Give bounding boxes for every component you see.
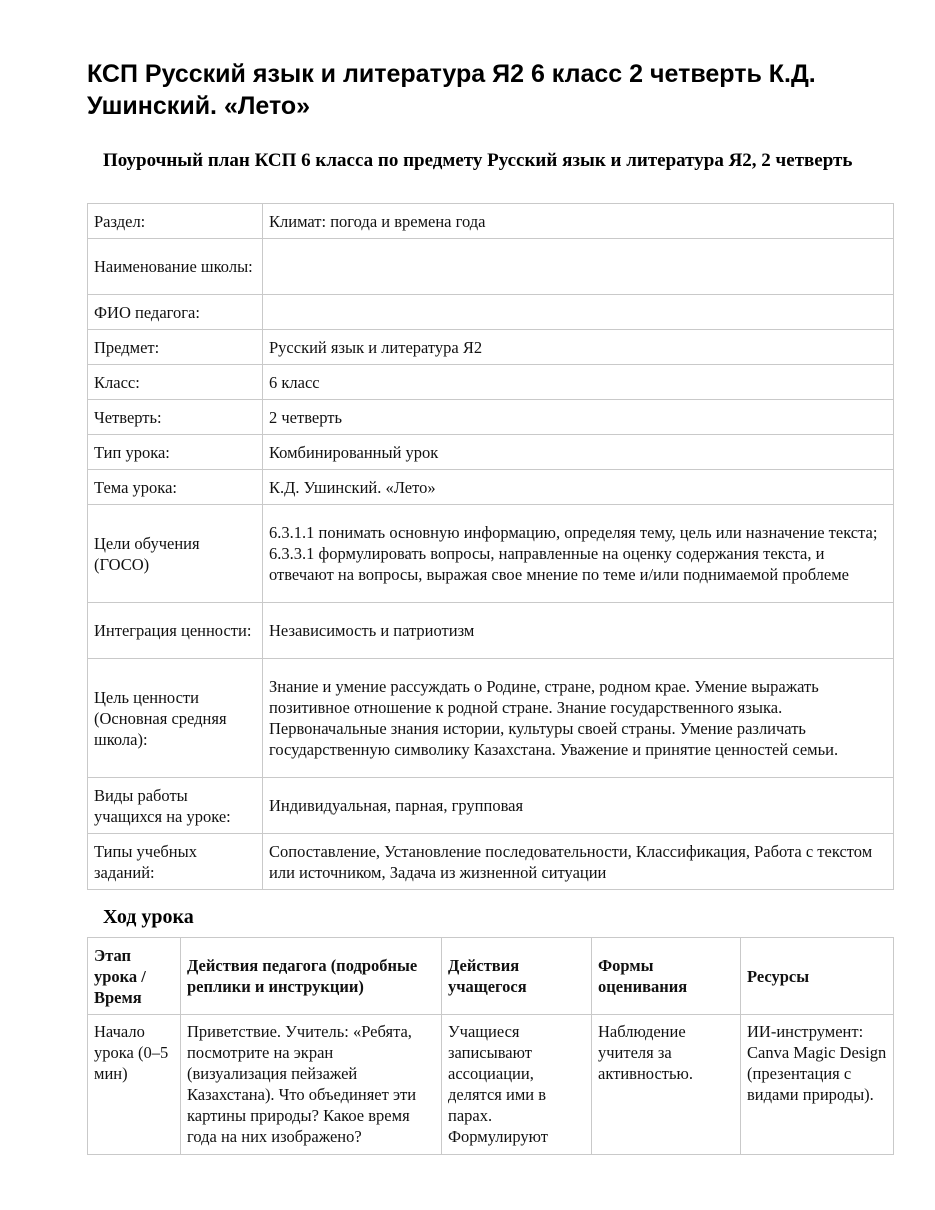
table-row <box>88 834 894 890</box>
row-value: Индивидуальная, парная, групповая <box>263 778 894 834</box>
cell-student-actions: Учащиеся записывают ассоциации, делятся ими в парах. Формулируют <box>442 1015 592 1155</box>
table-row <box>88 295 894 330</box>
row-value: К.Д. Ушинский. «Лето» <box>263 470 894 505</box>
row-value <box>263 295 894 330</box>
row-label: Четверть: <box>88 400 263 435</box>
table-row <box>88 470 894 505</box>
row-value: Сопоставление, Установление последовательности, Классификация, Работа с текстом или источником, Задача из жизненной ситуации <box>263 834 894 890</box>
column-header-stage: Этап урока / Время <box>88 938 181 1015</box>
row-value: 2 четверть <box>263 400 894 435</box>
cell-stage: Начало урока (0–5 мин) <box>88 1015 181 1155</box>
column-header-student-actions: Действия учащегося <box>442 938 592 1015</box>
table-row <box>88 505 894 603</box>
table-row <box>88 435 894 470</box>
row-label: Класс: <box>88 365 263 400</box>
table-row <box>88 603 894 659</box>
row-label: Раздел: <box>88 204 263 239</box>
row-label: Цели обучения (ГОСО) <box>88 505 263 603</box>
lesson-flow-table <box>87 937 894 1155</box>
row-value: Климат: погода и времена года <box>263 204 894 239</box>
row-value: Комбинированный урок <box>263 435 894 470</box>
table-row <box>88 239 894 295</box>
row-value: Независимость и патриотизм <box>263 603 894 659</box>
row-value: 6.3.1.1 понимать основную информацию, определяя тему, цель или назначение текста; 6.3.3.1 формулировать вопросы, направленные на оценку содержания текста, и отвечают на вопросы, выражая свое мнение по теме и/или поднимаемой проблеме <box>263 505 894 603</box>
column-header-resources: Ресурсы <box>741 938 894 1015</box>
table-header-row <box>88 938 894 1015</box>
lesson-flow-heading: Ход урока <box>103 906 194 928</box>
plan-subtitle: Поурочный план КСП 6 класса по предмету Русский язык и литература Я2, 2 четверть <box>103 150 853 171</box>
row-value: Русский язык и литература Я2 <box>263 330 894 365</box>
row-label: Цель ценности (Основная средняя школа): <box>88 659 263 778</box>
document-title: КСП Русский язык и литература Я2 6 класс 2 четверть К.Д. Ушинский. «Лето» <box>87 60 816 120</box>
row-label: Наименование школы: <box>88 239 263 295</box>
table-row <box>88 204 894 239</box>
table-row <box>88 659 894 778</box>
row-value: Знание и умение рассуждать о Родине, стране, родном крае. Умение выражать позитивное отношение к родной стране. Знание государственного языка. Первоначальные знания истории, культуры своей страны. Умение различать государственную символику Казахстана. Уважение и принятие ценностей семьи. <box>263 659 894 778</box>
table-row <box>88 1015 894 1155</box>
row-label: Тип урока: <box>88 435 263 470</box>
row-label: Интеграция ценности: <box>88 603 263 659</box>
column-header-assessment: Формы оценивания <box>592 938 741 1015</box>
table-row <box>88 365 894 400</box>
cell-assessment: Наблюдение учителя за активностью. <box>592 1015 741 1155</box>
row-label: Виды работы учащихся на уроке: <box>88 778 263 834</box>
row-label: ФИО педагога: <box>88 295 263 330</box>
table-row <box>88 400 894 435</box>
cell-teacher-actions: Приветствие. Учитель: «Ребята, посмотрите на экран (визуализация пейзажей Казахстана). Что объединяет эти картины природы? Какое время года на них изображено? <box>181 1015 442 1155</box>
row-label: Тема урока: <box>88 470 263 505</box>
cell-resources: ИИ-инструмент: Canva Magic Design (презентация с видами природы). <box>741 1015 894 1155</box>
column-header-teacher-actions: Действия педагога (подробные реплики и инструкции) <box>181 938 442 1015</box>
row-value: 6 класс <box>263 365 894 400</box>
row-label: Типы учебных заданий: <box>88 834 263 890</box>
row-value <box>263 239 894 295</box>
table-row <box>88 778 894 834</box>
row-label: Предмет: <box>88 330 263 365</box>
table-row <box>88 330 894 365</box>
lesson-info-table <box>87 203 894 890</box>
